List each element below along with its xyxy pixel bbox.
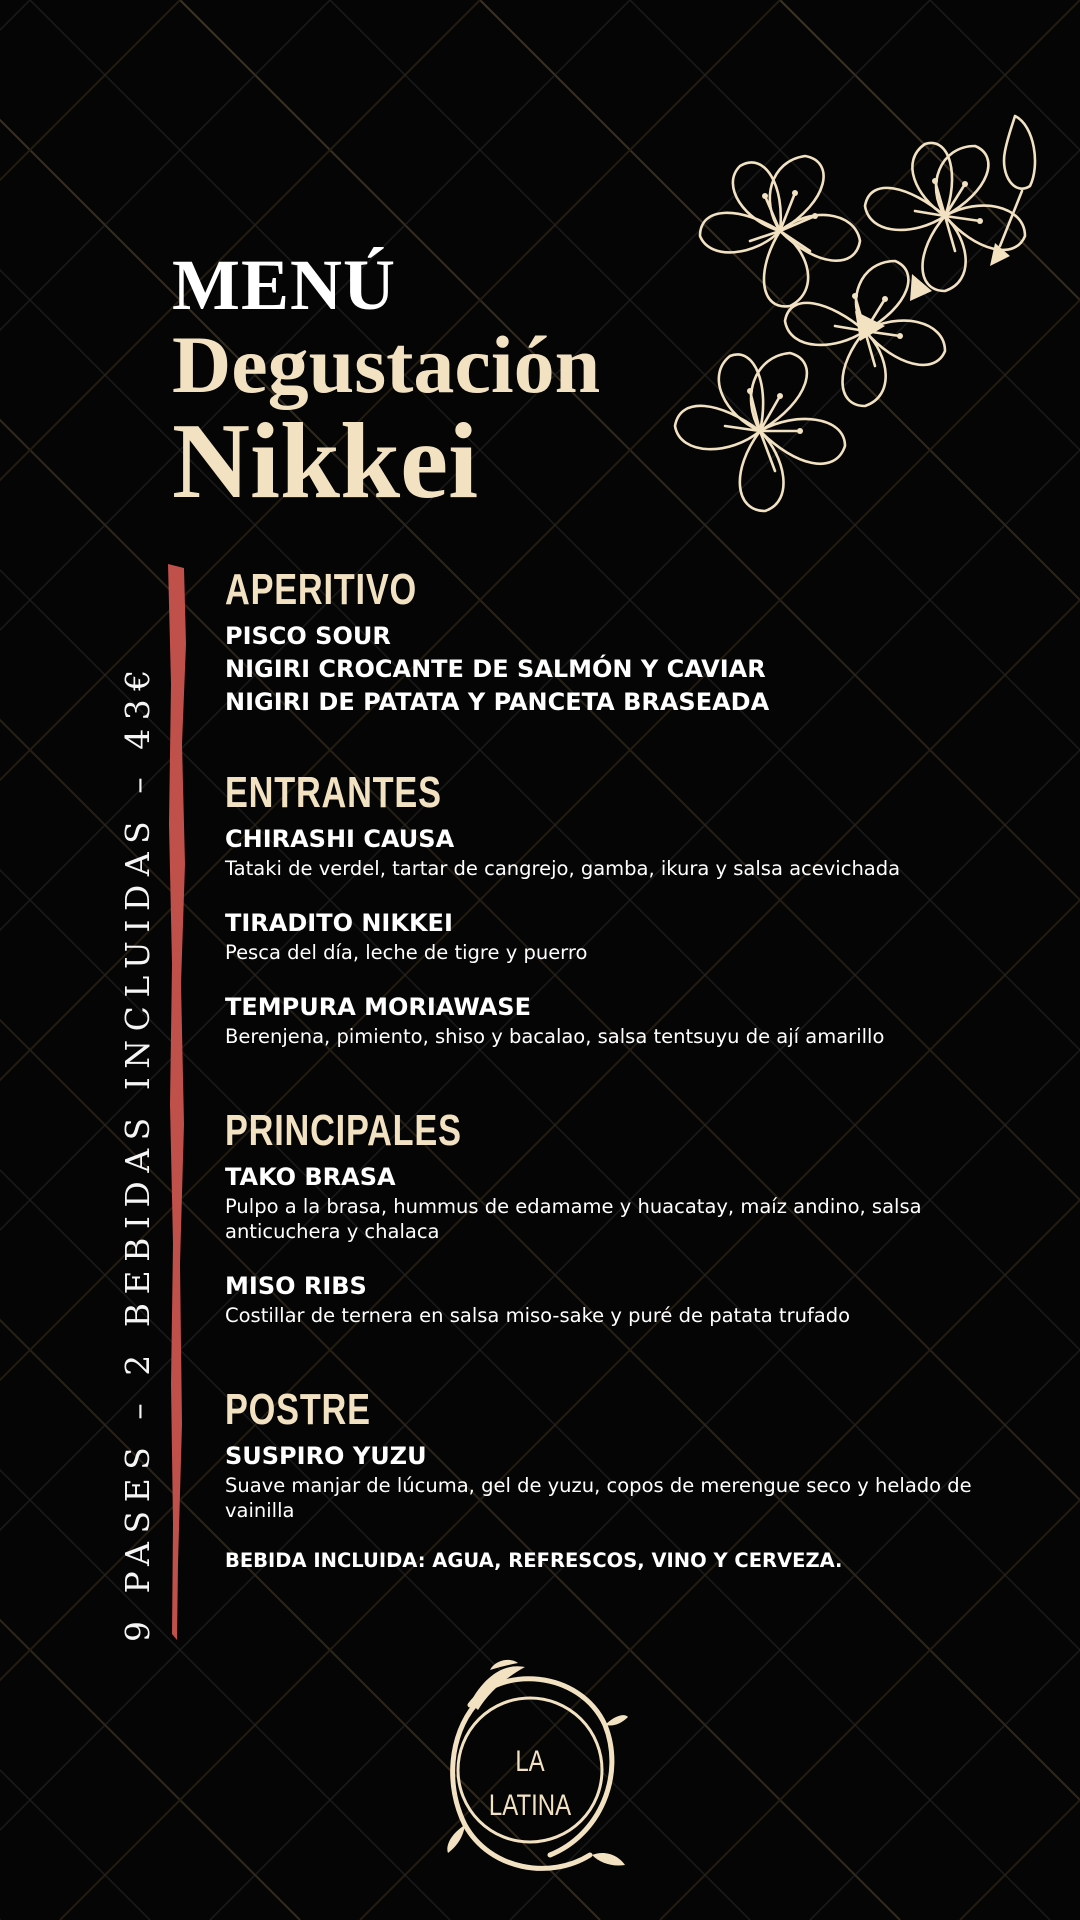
section-postre <box>225 1380 1025 1572</box>
section-title: POSTRE <box>225 1385 371 1434</box>
item-name: SUSPIRO YUZU <box>225 1442 427 1470</box>
item-desc: Tataki de verdel, tartar de cangrejo, gamba, ikura y salsa acevichada <box>225 857 901 880</box>
item-desc: Berenjena, pimiento, shiso y bacalao, salsa tentsuyu de ají amarillo <box>225 1025 885 1048</box>
item-desc: Suave manjar de lúcuma, gel de yuzu, copos de merengue seco y helado de vainilla <box>225 1474 972 1522</box>
drinks-included-note: BEBIDA INCLUIDA: AGUA, REFRESCOS, VINO Y CERVEZA. <box>225 1549 843 1572</box>
title-nikkei: Nikkei <box>172 402 479 521</box>
item-desc: Pesca del día, leche de tigre y puerro <box>225 941 588 964</box>
red-brush-stripe <box>166 564 188 1640</box>
section-aperitivo <box>225 560 1025 719</box>
item-name: MISO RIBS <box>225 1272 367 1300</box>
item-name: PISCO SOUR <box>225 622 391 650</box>
section-title: APERITIVO <box>225 565 418 614</box>
item-desc: Pulpo a la brasa, hummus de edamame y huacatay, maíz andino, salsa anticuchera y chalaca <box>225 1195 922 1243</box>
item-name: NIGIRI DE PATATA Y PANCETA BRASEADA <box>225 688 770 716</box>
item-name: TEMPURA MORIAWASE <box>225 993 531 1021</box>
section-principales <box>225 1101 1025 1328</box>
item-name: TAKO BRASA <box>225 1163 396 1191</box>
item-name: NIGIRI CROCANTE DE SALMÓN Y CAVIAR <box>225 655 766 683</box>
brand-name: LA LATINA <box>488 1745 572 1822</box>
section-title: ENTRANTES <box>225 768 442 817</box>
item-name: CHIRASHI CAUSA <box>225 825 455 853</box>
item-name: TIRADITO NIKKEI <box>225 909 453 937</box>
menu-content <box>225 560 1025 1572</box>
title-menu: MENÚ <box>172 245 396 325</box>
cherry-blossom-illustration <box>650 96 1050 526</box>
section-entrantes <box>225 763 1025 1049</box>
section-title: PRINCIPALES <box>225 1106 462 1155</box>
title-degustacion: Degustación <box>172 319 601 410</box>
item-desc: Costillar de ternera en salsa miso-sake y puré de patata trufado <box>225 1304 851 1327</box>
side-price-text: 9 PASES – 2 BEBIDAS INCLUIDAS – 43€ <box>118 661 157 1642</box>
